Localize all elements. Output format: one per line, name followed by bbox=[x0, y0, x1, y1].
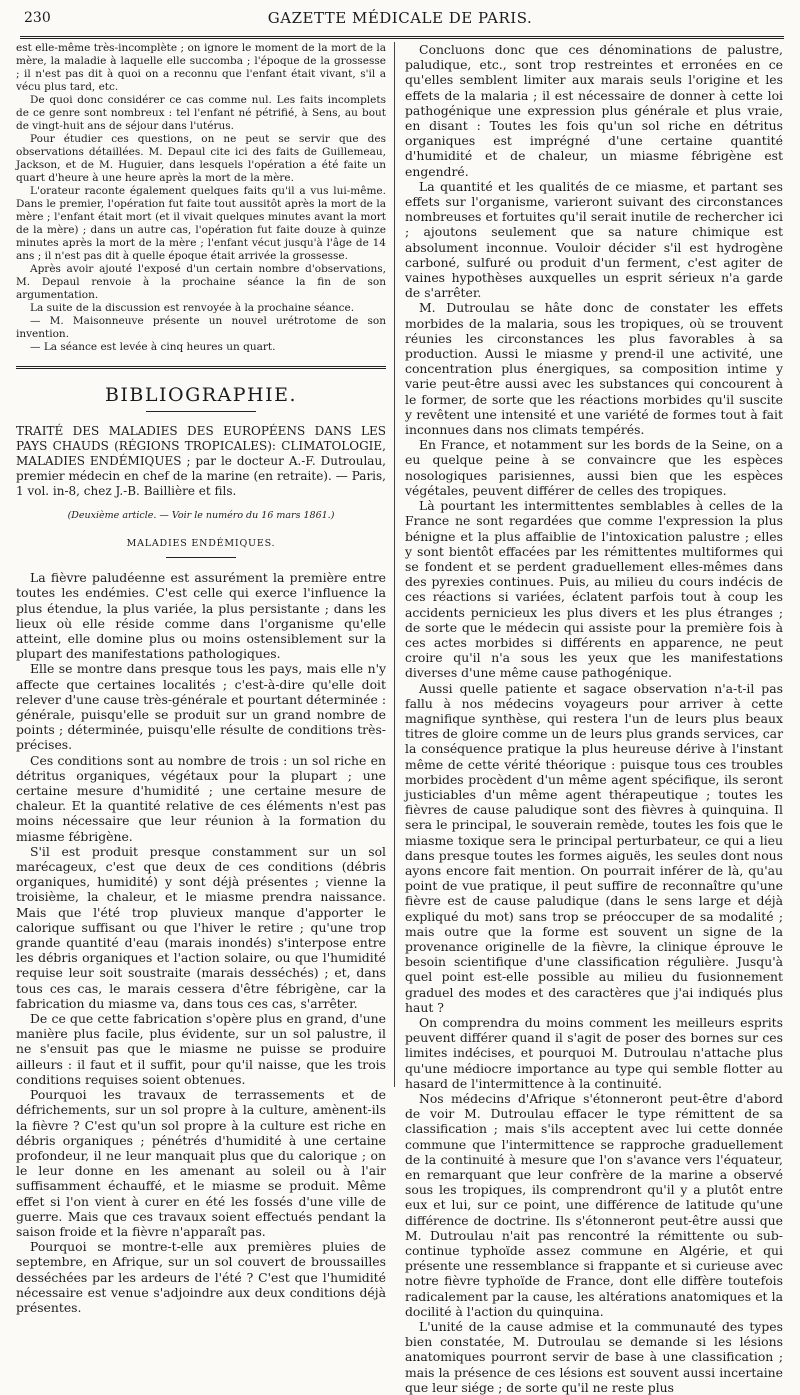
paragraph: S'il est produit presque constamment sur un sol marécageux, c'est que deux de ces conditions (débris organiques, humidité) y sont déjà présentes ; vienne la troisième, la chaleur, et le miasme prendra naissance. Mais que l'été trop pluvieux manque d'apporter le calorique suffisant ou que l'hiver le retire ; qu'une trop grande quantité d'eau (marais inondés) s'interpose entre les débris organiques et l'action solaire, ou que l'humidité requise leur soit soustraite (marais desséchés) ; et, dans tous ces cas, le marais cessera d'être fébrigène, car la fabrication du miasme va, dans tous ces cas, s'arrêter. bbox=[16, 843, 386, 1011]
paragraph: Elle se montre dans presque tous les pays, mais elle n'y affecte que certaines localités ; c'est-à-dire qu'elle doit relever d'une cause très-générale et pourtant déterminée : générale, puisqu'elle se produit sur un grand nombre de points ; déterminée, puisqu'elle résulte de conditions très-précises. bbox=[16, 661, 386, 753]
paragraph: Concluons donc que ces dénominations de palustre, paludique, etc., sont trop restreintes et erronées en ce qu'elles semblent limiter aux marais seuls l'origine et les effets de la malaria ; il est nécessaire de donner à cette loi pathogénique une expression plus générale et plus vraie, en disant : Toutes les fois qu'un sol riche en détritus organiques est imprégné d'une certaine quantité d'humidité et de chaleur, un miasme fébrigène est engendré. bbox=[405, 42, 783, 179]
paragraph: Pour étudier ces questions, on ne peut se servir que des observations détaillées. M. Depaul cite ici des faits de Guillemeau, Jackson, et de M. Huguier, dans lesquels l'opération a été faite un quart d'heure à une heure après la mort de la mère. bbox=[16, 133, 386, 184]
paragraph: M. Dutroulau se hâte donc de constater les effets morbides de la malaria, sous les tropiques, où se trouvent réunies les circonstances les plus favorables à sa production. Aussi le miasme y prend-il une activité, une concentration plus énergiques, sa composition intime y varie peut-être aussi avec les substances qui concourent à le former, de sorte que les réactions morbides qu'il suscite y revêtent une intensité et une variété de formes tout à fait inconnues dans nos climats tempérés. bbox=[405, 300, 783, 438]
page-number: 230 bbox=[24, 10, 51, 26]
paragraph: La quantité et les qualités de ce miasme, et partant ses effets sur l'organisme, varieront suivant des circonstances nombreuses et fortuites qu'il serait inutile de rechercher ici ; ajoutons seulement que sa nature chimique est absolument inconnue. Vouloir décider s'il est hydrogène carboné, sulfuré ou produit d'un ferment, c'est agiter de vaines hypothèses auxquelles un esprit sérieux n'a garde de s'arrêter. bbox=[405, 178, 783, 301]
header-rule bbox=[20, 36, 784, 39]
paragraph: De quoi donc considérer ce cas comme nul. Les faits incomplets de ce genre sont nombreux : tel l'enfant né pétrifié, à Sens, au bout de vingt-huit ans de séjour dans l'utérus. bbox=[16, 94, 386, 132]
paragraph: L'orateur raconte également quelques faits qu'il a vus lui-même. Dans le premier, l'opération fut faite tout aussitôt après la mort de la mère ; l'enfant était mort (et il vivait quelques minutes avant la mort de la mère) ; dans un autre cas, l'opération fut faite douze à quinze minutes après la mort de la mère ; l'enfant vécut jusqu'à l'âge de 14 ans ; il n'est pas dit à quelle époque était arrivée la grossesse. bbox=[16, 185, 386, 262]
subheading-rule bbox=[166, 557, 236, 558]
paragraph: Après avoir ajouté l'exposé d'un certain nombre d'observations, M. Depaul renvoie à la prochaine séance la fin de son argumentation. bbox=[16, 263, 386, 301]
paragraph: Pourquoi se montre-t-elle aux premières pluies de septembre, en Afrique, sur un sol couvert de broussailles desséchées par les ardeurs de l'été ? C'est que l'humidité nécessaire est venue s'adjoindre aux deux conditions déjà présentes. bbox=[16, 1239, 386, 1315]
book-reference: TRAITÉ DES MALADIES DES EUROPÉENS DANS LES PAYS CHAUDS (RÉGIONS TROPICALES): CLIMATOLOGIE, MALADIES ENDÉMIQUES ; par le docteur A.-F. Dutroulau, premier médecin en chef de la marine (en retraite). — Paris, 1 vol. in-8, chez J.-B. Baillière et fils. bbox=[16, 424, 386, 498]
paragraph: En France, et notamment sur les bords de la Seine, on a eu quelque peine à se convaincre que les espèces nosologiques parisiennes, aussi bien que les espèces végétales, peuvent différer de celles des tropiques. bbox=[405, 437, 783, 498]
subheading: MALADIES ENDÉMIQUES. bbox=[126, 538, 276, 550]
paragraph: est elle-même très-incomplète ; on ignore le moment de la mort de la mère, la maladie à laquelle elle succomba ; l'époque de la grossesse ; il n'est pas dit à quoi on a reconnu que l'enfant était vivant, s'il a vécu plus tard, etc. bbox=[16, 42, 386, 93]
title-rule bbox=[146, 411, 256, 412]
paragraph: Là pourtant les intermittentes semblables à celles de la France ne sont regardées que comme l'expression la plus bénigne et la plus affaiblie de l'intoxication palustre ; elles y sont bientôt effacées par les rémittentes multiformes qui se fondent et se perdent graduellement elles-mêmes dans des pyrexies continues. Puis, au milieu du cours indécis de ces réactions si variées, éclatent parfois tout à coup les accidents pernicieux les plus divers et les plus étranges ; de sorte que le médecin qui assiste pour la première fois à ces actes morbides si différents en apparence, ne peut croire qu'il n'a sous les yeux que les manifestations diverses d'une même cause pathogénique. bbox=[405, 498, 783, 681]
paragraph: La fièvre paludéenne est assurément la première entre toutes les endémies. C'est celle qui exerce l'influence la plus étendue, la plus variée, la plus persistante ; dans les lieux où elle réside comme dans l'organisme qu'elle atteint, elle domine plus ou moins ostensiblement sur la plupart des manifestations pathologiques. bbox=[16, 570, 386, 662]
column-divider bbox=[394, 42, 395, 1087]
paragraph: — La séance est levée à cinq heures un quart. bbox=[30, 341, 276, 353]
paragraph: — M. Maisonneuve présente un nouvel urétrotome de son invention. bbox=[16, 315, 386, 340]
paragraph: Aussi quelle patiente et sagace observation n'a-t-il pas fallu à nos médecins voyageurs pour arriver à cette magnifique synthèse, qui restera l'un de leurs plus beaux titres de gloire comme un de leurs plus grands services, car la conséquence pratique la plus heureuse dérive à l'instant même de cette vérité théorique : puisque tous ces troubles morbides procèdent d'un même agent spécifique, ils seront justiciables d'un même agent thérapeutique ; toutes les fièvres de cause paludique sont des fièvres à quinquina. Il sera le principal, le souverain remède, toutes les fois que le miasme toxique sera le principal perturbateur, ce qui a lieu dans presque toutes les formes aiguës, les seules dont nous ayons encore fait mention. On pourrait inférer de là, qu'au point de vue pratique, il peut suffire de reconnaître qu'une fièvre est de cause paludique (dans le sens large et déjà expliqué du mot) sans trop se préoccuper de sa modalité ; mais outre que la forme est souvent un signe de la provenance originelle de la fièvre, la clinique éprouve le besoin scientifique d'une classification régulière. Jusqu'à quel point est-elle possible au milieu du fusionnement graduel des modes et des caractères que j'ai indiqués plus haut ? bbox=[405, 680, 783, 1015]
left-column bbox=[16, 42, 386, 1315]
paragraph: Ces conditions sont au nombre de trois : un sol riche en détritus organiques, végétaux pour la plupart ; une certaine mesure d'humidité ; une certaine mesure de chaleur. Et la quantité relative de ces éléments n'est pas moins nécessaire que leur réunion à la formation du miasme fébrigène. bbox=[16, 752, 386, 844]
section-title: BIBLIOGRAPHIE. bbox=[104, 384, 298, 406]
paragraph: L'unité de la cause admise et la communauté des types bien constatée, M. Dutroulau se demande si les lésions anatomiques pourront servir de base à une classification ; mais la présence de ces lésions est souvent aussi incertaine que leur siége ; de sorte qu'il ne reste plus bbox=[405, 1319, 783, 1395]
article-note: (Deuxième article. — Voir le numéro du 16 mars 1861.) bbox=[67, 510, 335, 521]
page-header bbox=[24, 6, 776, 32]
paragraph: La suite de la discussion est renvoyée à la prochaine séance. bbox=[30, 302, 355, 314]
right-column bbox=[405, 42, 783, 1395]
section-separator bbox=[16, 366, 386, 369]
paragraph: De ce que cette fabrication s'opère plus en grand, d'une manière plus facile, plus évidente, sur un sol palustre, il ne s'ensuit pas que le miasme ne puisse se produire ailleurs : il faut et il suffit, pour qu'il naisse, que les trois conditions requises soient obtenues. bbox=[16, 1011, 386, 1087]
journal-title: GAZETTE MÉDICALE DE PARIS. bbox=[267, 9, 533, 27]
paragraph: Nos médecins d'Afrique s'étonneront peut-être d'abord de voir M. Dutroulau effacer le type rémittent de sa classification ; mais s'ils acceptent avec lui cette donnée commune que l'intermittence se rapproche graduellement de la continuité à mesure que l'on s'avance vers l'équateur, en remarquant que leur confrère de la marine a observé sous les tropiques, ils comprendront qu'il y a plutôt entre eux et lui, sur ce point, une différence de latitude qu'une différence de doctrine. Ils s'étonneront peut-être aussi que M. Dutroulau n'ait pas rencontré la rémittente ou sub-continue typhoïde assez commune en Algérie, et qui présente une ressemblance si frappante et si curieuse avec notre fièvre typhoïde de France, dont elle diffère toutefois radicalement par la cause, les altérations anatomiques et la docilité à l'action du quinquina. bbox=[405, 1091, 783, 1319]
paragraph: On comprendra du moins comment les meilleurs esprits peuvent différer quand il s'agit de poser des bornes sur ces limites indécises, et pourquoi M. Dutroulau n'attache plus qu'une médiocre importance au type qui semble flotter au hasard de l'intermittence à la continuité. bbox=[405, 1015, 783, 1091]
paragraph: Pourquoi les travaux de terrassements et de défrichements, sur un sol propre à la culture, amènent-ils la fièvre ? C'est qu'un sol propre à la culture est riche en débris organiques ; pénétrés d'humidité à une certaine profondeur, il ne leur manquait plus que du calorique ; on le leur donne en les amenant au soleil ou à l'air suffisamment échauffé, et le miasme se produit. Même effet si l'on vient à curer en été les fossés d'une ville de guerre. Mais que ces travaux soient effectués pendant la saison froide et la fièvre n'apparaît pas. bbox=[16, 1087, 386, 1239]
